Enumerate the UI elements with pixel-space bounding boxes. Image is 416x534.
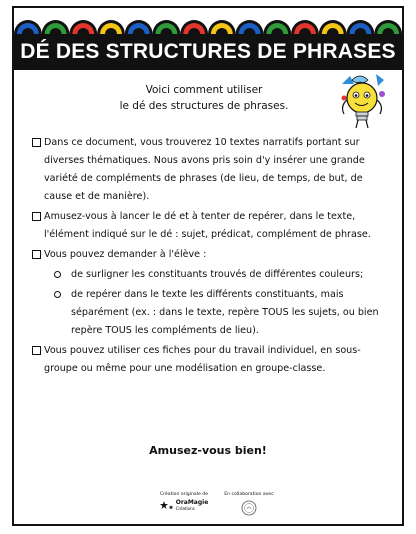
sub-list-item-text: de repérer dans le texte les différents constituants, mais séparément (ex. : dans le texte, repère TOUS les sujets, ou bien repère TOUS les compléments de lieu).	[71, 289, 379, 336]
checkbox-icon	[32, 212, 41, 221]
intro-text	[74, 82, 334, 114]
checkbox-icon	[32, 346, 41, 355]
closing-text: Amusez-vous bien!	[149, 444, 267, 457]
page-title: DÉ DES STRUCTURES DE PHRASES	[14, 34, 402, 70]
list-item	[32, 134, 390, 206]
brand-name: OraMagie	[175, 499, 209, 506]
list-item-text: Dans ce document, vous trouverez 10 textes narratifs portant sur diverses thématiques. Nous avons pris soin d'y insérer une grande variété de compléments de phrases (de lieu, de temps, de but, de cause et de manière).	[44, 137, 365, 202]
round-seal-icon	[241, 500, 257, 516]
sub-list-item	[54, 266, 390, 284]
scallop-border	[14, 8, 402, 34]
instructions-list	[32, 134, 390, 380]
credit-collaboration	[219, 492, 279, 516]
credit-left-caption: Création originale de	[159, 492, 209, 497]
intro-line-2: le dé des structures de phrases.	[119, 100, 289, 112]
list-item-text: Amusez-vous à lancer le dé et à tenter de repérer, dans le texte, l'élément indiqué sur le dé : sujet, prédicat, complément de phrase.	[44, 211, 371, 240]
checkbox-icon	[32, 138, 41, 147]
credit-original	[154, 492, 214, 512]
brand-subtitle: Créations	[175, 506, 195, 511]
checkbox-icon	[32, 250, 41, 259]
sub-list-item	[54, 286, 390, 340]
lightbulb-mascot-icon	[334, 70, 390, 132]
bullet-circle-icon	[54, 271, 61, 278]
page-frame	[12, 6, 404, 526]
sub-list-item-text: de surligner les constituants trouvés de différentes couleurs;	[71, 269, 364, 280]
list-item	[32, 246, 390, 264]
list-item-text: Vous pouvez utiliser ces fiches pour du travail individuel, en sous-groupe ou même pour une modélisation en groupe-classe.	[44, 345, 361, 374]
credits	[14, 492, 402, 522]
intro-line-1: Voici comment utiliser	[145, 84, 263, 96]
brand-logo	[154, 500, 214, 512]
partner-logo	[219, 500, 279, 516]
list-item	[32, 208, 390, 244]
list-item	[32, 342, 390, 378]
list-item-text: Vous pouvez demander à l'élève :	[44, 249, 207, 260]
stars-logo-icon	[160, 500, 174, 512]
bullet-circle-icon	[54, 291, 61, 298]
credit-right-caption: En collaboration avec	[224, 492, 274, 497]
